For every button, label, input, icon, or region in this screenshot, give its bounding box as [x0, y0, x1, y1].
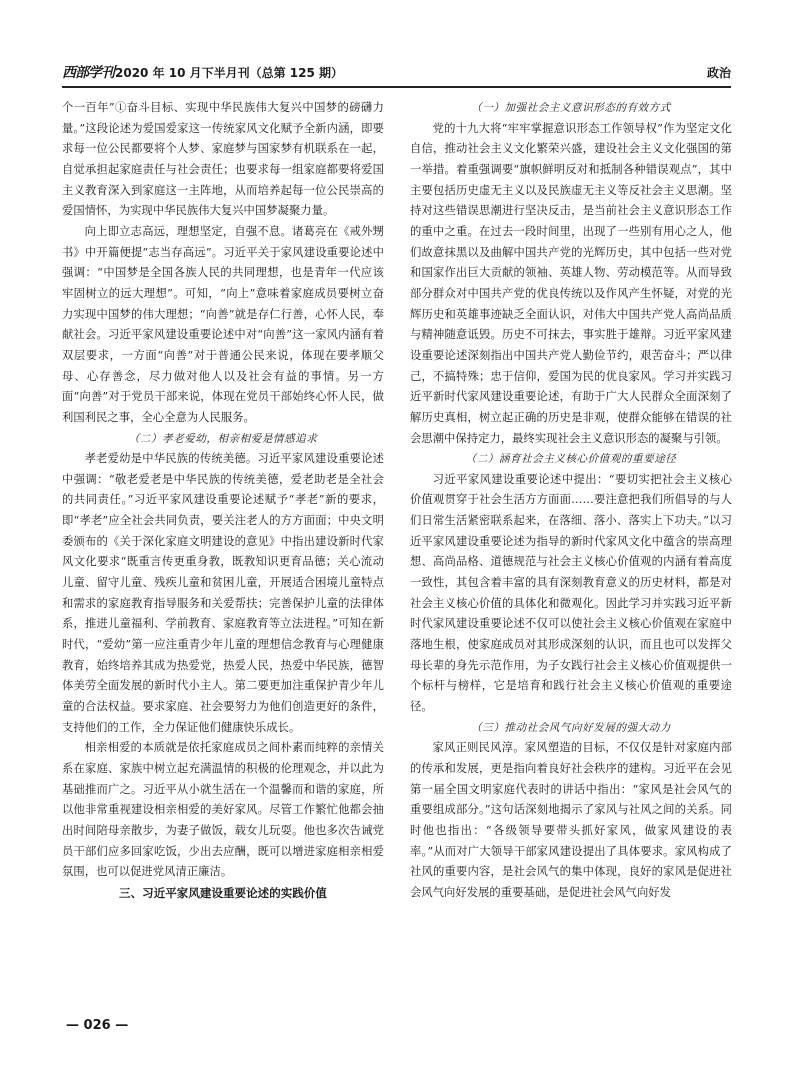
body-paragraph: 孝老爱幼是中华民族的传统美德。习近平家风建设重要论述中强调：“敬老爱老是中华民族的传统美德，爱老助老是全社会的共同责任。”习近平家风建设重要论述赋予“孝老”新的要求，即“孝老”应全社会共同负责，要关注老人的方方面面；中央文明委颁布的《关于深化家庭文明建设的意见》中指出建设新时代家风文化要求“既重言传更重身教，既教知识更育品德；关心流动儿童、留守儿童、残疾儿童和贫困儿童，开展适合困境儿童特点和需求的家庭教育指导服务和关爱帮扶；完善保护儿童的法律体系，推进儿童福利、学前教育、家庭教育等立法进程。”可知在新时代，“爱幼”第一应注重青少年儿童的理想信念教育与心理健康教育，始终培养其成为热爱党，热爱人民，热爱中华民族，德智体美劳全面发展的新时代小主人。第二要更加注重保护青少年儿童的合法权益。要求家庭、社会要努力为他们创造更好的条件，支持他们的工作，全力保证他们健康快乐成长。: [62, 452, 384, 734]
body-paragraph: 相亲相爱的本质就是依托家庭成员之间朴素而纯粹的亲情关系在家庭、家族中树立起充满温情的积极的伦理观念，并以此为基础推而广之。习近平从小就生活在一个温馨而和谐的家庭，所以他非常重视建设相亲相爱的美好家风。尽管工作繁忙他都会抽出时间陪母亲散步，为妻子做饭，载女儿玩耍。他也多次告诫党员干部们应多回家吃饭，少出去应酬，既可以增进家庭相亲相爱氛围，也可以促进党风清正廉洁。: [62, 741, 384, 879]
journal-logo: 西部学刊: [62, 65, 114, 81]
right-column: [410, 98, 732, 904]
body-paragraph: 向上即立志高远，理想坚定，自强不息。诸葛亮在《戒外甥书》中开篇便提“志当存高远”。习近平关于家风建设重要论述中强调：“中国梦是全国各族人民的共同理想，也是青年一代应该牢固树立的远大理想”。可知，“向上”意味着家庭成员要树立奋力实现中国梦的伟大理想；“向善”就是存仁行善，心怀人民，奉献社会。习近平家风建设重要论述中对“向善”这一家风内涵有着双层要求，一方面“向善”对于普通公民来说，体现在要孝顺父母、心存善念，尽力做对他人以及社会有益的事情。另一方面“向善”对于党员干部来说，体现在党员干部始终心怀人民，做利国利民之事，全心全意为人民服务。: [62, 224, 384, 424]
subsection-heading: （二）涵育社会主义核心价值观的重要途径: [465, 453, 677, 466]
page-number: — 026 —: [66, 1018, 129, 1033]
header-left: [62, 62, 343, 82]
subsection-heading: （三）推动社会风气向好发展的强大动力: [471, 721, 671, 734]
subsection-heading: （二）孝老爱幼，相亲相爱是情感追求: [128, 432, 318, 445]
body-paragraph: 习近平家风建设重要论述中提出：“要切实把社会主义核心价值观贯穿于社会生活方方面面……要注意把我们所倡导的与人们日常生活紧密联系起来，在落细、落小、落实上下功夫。”以习近平家风建设重要论述为指导的新时代家风文化中蕴含的崇高理想、高尚品格、道德规范与社会主义核心价值观的内涵有着高度一致性，其包含着丰富的具有深刻教育意义的历史材料，都是对社会主义核心价值的具体化和微观化。因此学习并实践习近平新时代家风建设重要论述不仅可以使社会主义核心价值观在家庭中落地生根，使家庭成员对其形成深刻的认识，而且也可以发挥父母长辈的身先示范作用，为子女践行社会主义核心价值观提供一个标杆与榜样，它是培育和践行社会主义核心价值观的重要途径。: [410, 472, 732, 714]
section-label: 政治: [706, 65, 731, 80]
header-divider: [62, 86, 731, 88]
issue-info: 2020 年 10 月下半月刊（总第 125 期）: [115, 65, 344, 80]
section-heading: 三、习近平家风建设重要论述的实践价值: [119, 885, 327, 900]
subsection-heading: （一）加强社会主义意识形态的有效方式: [471, 102, 671, 114]
body-paragraph: 家风正则民风淳。家风塑造的目标，不仅仅是针对家庭内部的传承和发展，更是指向着良好社会秩序的建构。习近平在会见第一届全国文明家庭代表时的讲话中指出：“家风是社会风气的重要组成部分。”这句话深刻地揭示了家风与社风之间的关系。同时他也指出：“各级领导要带头抓好家风，做家风建设的表率。”从而对广大领导干部家风建设提出了具体要求。家风构成了社风的重要内容，是社会风气的集中体现，良好的家风是促进社会风气向好发展的重要基础，是促进社会风气向好发: [410, 741, 732, 899]
body-paragraph: 个一百年”①奋斗目标、实现中华民族伟大复兴中国梦的磅礴力量。”这段论述为爱国爱家这一传统家风文化赋予全新内涵，即要求每一位公民都要将个人梦、家庭梦与国家梦有机联系在一起，自觉承担起家庭责任与社会责任；也要求每一组家庭都要将爱国主义教育深入到家庭这一主阵地，从而培养起每一位公民崇高的爱国情怀，为实现中华民族伟大复兴中国梦凝聚力量。: [62, 101, 384, 218]
running-header: [62, 60, 731, 84]
left-column: [62, 98, 384, 904]
body-paragraph: 党的十九大将“牢牢掌握意识形态工作领导权”作为坚定文化自信，推动社会主义文化繁荣兴盛，建设社会主义文化强国的第一举措。着重强调要“旗帜鲜明反对和抵制各种错误观点”，其中主要包括历史虚无主义以及民族虚无主义等反社会主义思潮。坚持对这些错误思潮进行坚决反击，是当前社会主义意识形态工作的重中之重。在过去一段时间里，出现了一些别有用心之人，他们故意抹黑以及曲解中国共产党的光辉历史，其中包括一些对党和国家作出巨大贡献的领袖、英雄人物、劳动模范等。从而导致部分群众对中国共产党的优良传统以及作风产生怀疑，对党的光辉历史和英雄事迹缺乏全面认识，对伟大中国共产党人高尚品质与精神随意诋毁。历史不可抹去，事实胜于雄辩。习近平家风建设重要论述深刻指出中国共产党人勤俭节约，艰苦奋斗；严以律己，不搞特殊；忠于信仰，爱国为民的优良家风。学习并实践习近平新时代家风建设重要论述，有助于广大人民群众全面深刻了解历史真相，树立起正确的历史是非观，使群众能够在错误的社会思潮中保持定力，最终实现社会主义意识形态的凝聚与引领。: [410, 121, 732, 445]
